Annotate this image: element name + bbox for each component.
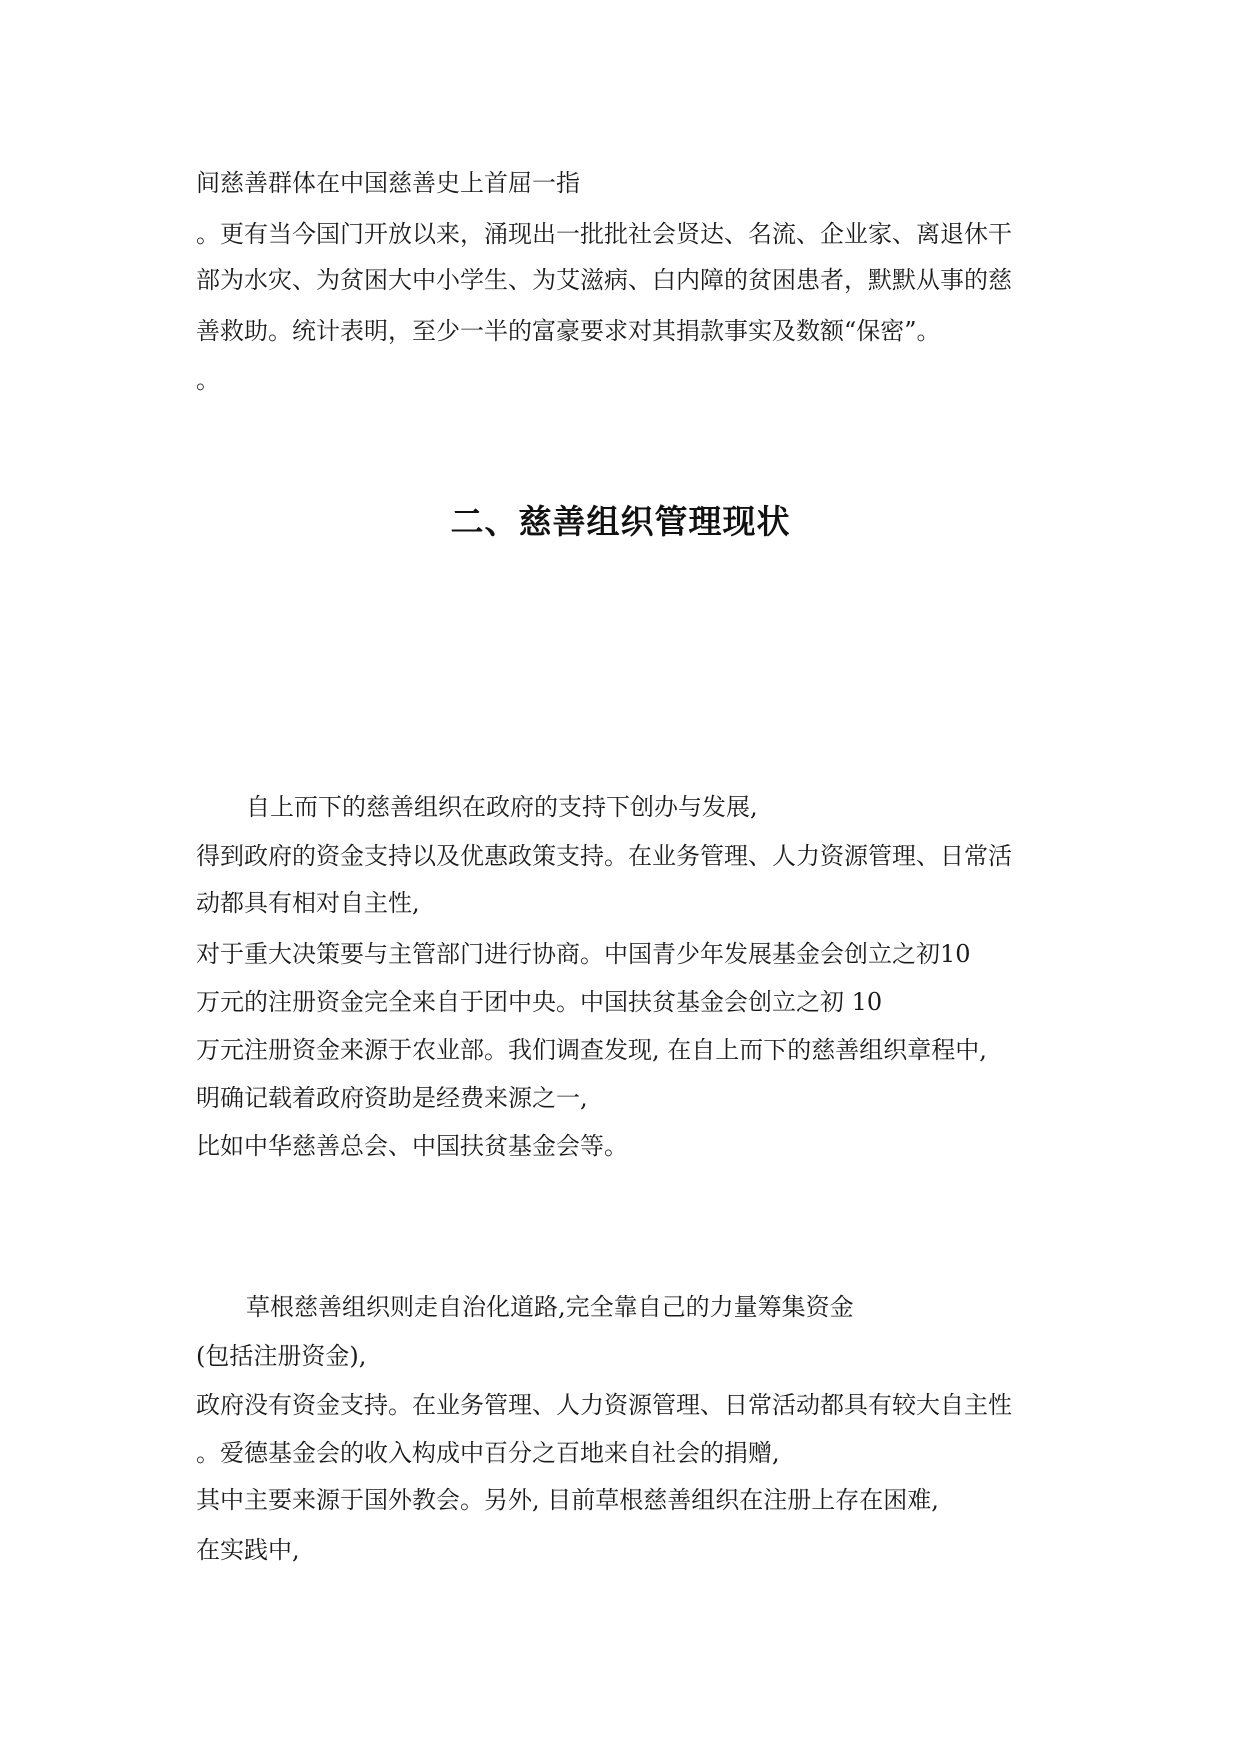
paragraph-1-line-5: 万元的注册资金完全来自于团中央。中国扶贫基金会创立之初 10 — [196, 988, 883, 1016]
paragraph-1-line-3: 动都具有相对自主性, — [196, 889, 420, 917]
paragraph-1-line-4: 对于重大决策要与主管部门进行协商。中国青少年发展基金会创立之初10 — [196, 940, 971, 968]
paragraph-2-line-1: 草根慈善组织则走自治化道路,完全靠自己的力量筹集资金 — [246, 1293, 854, 1321]
paragraph-1-line-1: 自上而下的慈善组织在政府的支持下创办与发展, — [246, 793, 758, 821]
paragraph-2-line-6: 在实践中, — [196, 1536, 300, 1564]
paragraph-2-line-2: (包括注册资金), — [196, 1342, 367, 1370]
paragraph-1-line-8: 比如中华慈善总会、中国扶贫基金会等。 — [196, 1132, 628, 1160]
paragraph-1-line-2: 得到政府的资金支持以及优惠政策支持。在业务管理、人力资源管理、日常活 — [196, 842, 1012, 870]
intro-line-5: 。 — [196, 366, 220, 394]
intro-line-2: 。更有当今国门开放以来，涌现出一批批社会贤达、名流、企业家、离退休干 — [196, 220, 1012, 248]
intro-line-3: 部为水灾、为贫困大中小学生、为艾滋病、白内障的贫困患者，默默从事的慈 — [196, 266, 1012, 294]
paragraph-2-line-4: 。爱德基金会的收入构成中百分之百地来自社会的捐赠, — [196, 1439, 780, 1467]
paragraph-2-line-5: 其中主要来源于国外教会。另外, 目前草根慈善组织在注册上存在困难, — [196, 1486, 939, 1514]
paragraph-1-line-7: 明确记载着政府资助是经费来源之一, — [196, 1084, 588, 1112]
section-heading: 二、慈善组织管理现状 — [450, 502, 791, 541]
intro-line-4: 善救助。统计表明，至少一半的富豪要求对其捐款事实及数额“保密”。 — [196, 317, 941, 345]
intro-line-1: 间慈善群体在中国慈善史上首屈一指 — [196, 169, 580, 197]
paragraph-2-line-3: 政府没有资金支持。在业务管理、人力资源管理、日常活动都具有较大自主性 — [196, 1391, 1012, 1419]
paragraph-1-line-6: 万元注册资金来源于农业部。我们调查发现, 在自上而下的慈善组织章程中, — [196, 1036, 987, 1064]
